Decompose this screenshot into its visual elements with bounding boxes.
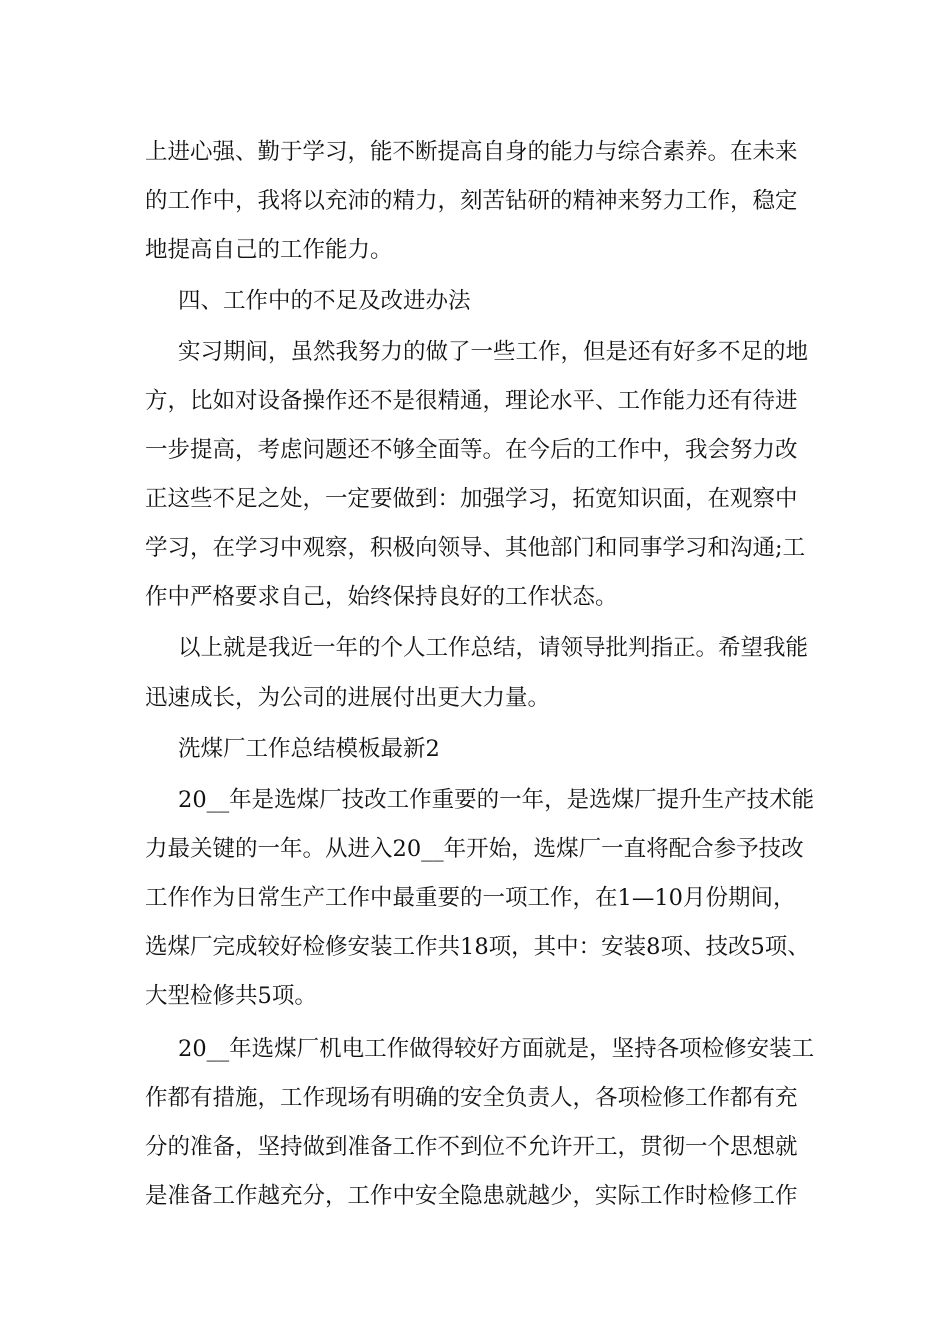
body-text-line: 大型检修共5项。 [145, 983, 317, 1009]
body-text-line: 分的准备，坚持做到准备工作不到位不允许开工，贯彻一个思想就 [145, 1134, 798, 1160]
body-text-line: 学习，在学习中观察，积极向领导、其他部门和同事学习和沟通;工 [145, 535, 806, 561]
body-text-line: 选煤厂完成较好检修安装工作共18项，其中：安装8项、技改5项、 [145, 934, 810, 960]
body-text-line: 地提高自己的工作能力。 [145, 237, 393, 263]
body-text-line: 工作作为日常生产工作中最重要的一项工作，在1—10月份期间， [145, 885, 796, 911]
body-text-line: 20__年是选煤厂技改工作重要的一年，是选煤厂提升生产技术能 [178, 787, 815, 813]
body-text-line: 力最关键的一年。从进入20__年开始，选煤厂一直将配合参予技改 [145, 836, 804, 862]
body-text-line: 作中严格要求自己，始终保持良好的工作状态。 [145, 584, 618, 610]
body-text-line: 实习期间，虽然我努力的做了一些工作，但是还有好多不足的地 [178, 339, 809, 365]
body-text-line: 一步提高，考虑问题还不够全面等。在今后的工作中，我会努力改 [145, 437, 798, 463]
body-text-line: 以上就是我近一年的个人工作总结，请领导批判指正。希望我能 [178, 635, 809, 661]
body-text-line: 正这些不足之处，一定要做到：加强学习，拓宽知识面，在观察中 [145, 486, 798, 512]
body-text-line: 作都有措施，工作现场有明确的安全负责人，各项检修工作都有充 [145, 1085, 798, 1111]
body-text-line: 迅速成长，为公司的进展付出更大力量。 [145, 685, 551, 711]
body-text-line: 方，比如对设备操作还不是很精通，理论水平、工作能力还有待进 [145, 388, 798, 414]
body-text-line: 是准备工作越充分，工作中安全隐患就越少，实际工作时检修工作 [145, 1183, 798, 1209]
body-text-line: 的工作中，我将以充沛的精力，刻苦钻研的精神来努力工作，稳定 [145, 188, 798, 214]
body-text-line: 20__年选煤厂机电工作做得较好方面就是，坚持各项检修安装工 [178, 1036, 815, 1062]
section-heading: 洗煤厂工作总结模板最新2 [178, 736, 440, 762]
section-heading: 四、工作中的不足及改进办法 [178, 288, 471, 314]
body-text-line: 上进心强、勤于学习，能不断提高自身的能力与综合素养。在未来 [145, 139, 798, 165]
